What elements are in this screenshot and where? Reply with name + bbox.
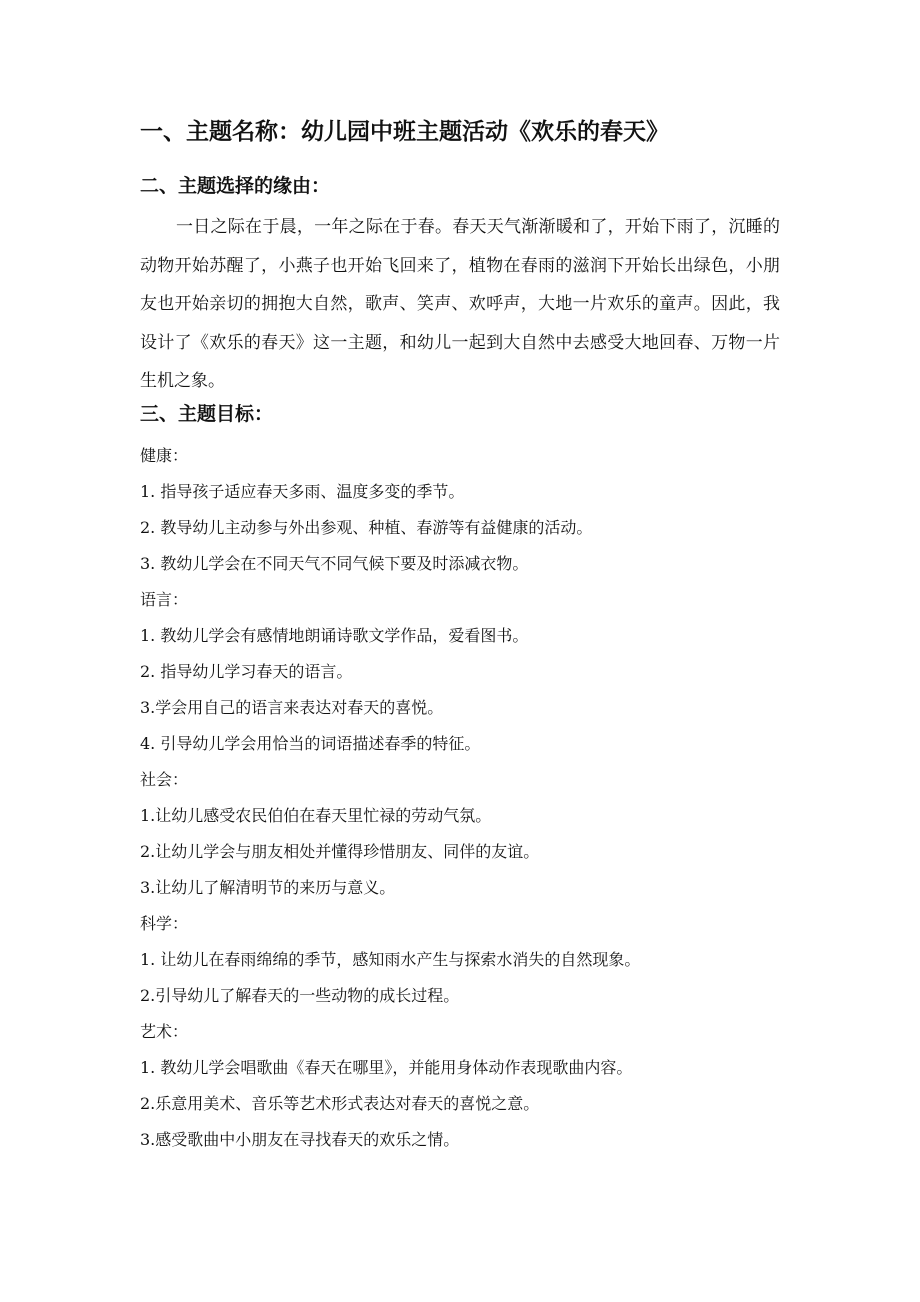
language-item-3: 3.学会用自己的语言来表达对春天的喜悦。: [140, 698, 444, 717]
category-health-label: 健康：: [140, 446, 189, 465]
art-item-3: 3.感受歌曲中小朋友在寻找春天的欢乐之情。: [140, 1130, 460, 1149]
section-2-heading: 二、主题选择的缘由：: [140, 175, 331, 197]
health-item-3: 3. 教幼儿学会在不同天气不同气候下要及时添减衣物。: [140, 554, 529, 573]
section-3-heading: 三、主题目标：: [140, 403, 274, 425]
society-item-2: 2.让幼儿学会与朋友相处并懂得珍惜朋友、同伴的友谊。: [140, 842, 540, 861]
section-2-paragraph: 一日之际在于晨，一年之际在于春。春天天气渐渐暖和了，开始下雨了，沉睡的动物开始苏醒了，小燕子也开始飞回来了，植物在春雨的滋润下开始长出绿色，小朋友也开始亲切的拥抱大自然，歌声、笑声、欢呼声，大地一片欢乐的童声。因此，我设计了《欢乐的春天》这一主题，和幼儿一起到大自然中去感受大地回春、万物一片生机之象。: [140, 217, 780, 391]
category-science-label: 科学：: [140, 914, 189, 933]
language-item-2: 2. 指导幼儿学习春天的语言。: [140, 662, 353, 681]
society-item-1: 1.让幼儿感受农民伯伯在春天里忙禄的劳动气氛。: [140, 806, 492, 825]
category-art-label: 艺术：: [140, 1022, 189, 1041]
science-item-2: 2.引导幼儿了解春天的一些动物的成长过程。: [140, 986, 460, 1005]
health-item-2: 2. 教导幼儿主动参与外出参观、种植、春游等有益健康的活动。: [140, 518, 593, 537]
art-item-1: 1. 教幼儿学会唱歌曲《春天在哪里》，并能用身体动作表现歌曲内容。: [140, 1058, 633, 1077]
science-item-1: 1. 让幼儿在春雨绵绵的季节，感知雨水产生与探索水消失的自然现象。: [140, 950, 641, 969]
category-society-label: 社会：: [140, 770, 189, 789]
document-title: 一、主题名称：幼儿园中班主题活动《欢乐的春天》: [140, 118, 669, 145]
category-language-label: 语言：: [140, 590, 189, 609]
health-item-1: 1. 指导孩子适应春天多雨、温度多变的季节。: [140, 482, 465, 501]
society-item-3: 3.让幼儿了解清明节的来历与意义。: [140, 878, 396, 897]
art-item-2: 2.乐意用美术、音乐等艺术形式表达对春天的喜悦之意。: [140, 1094, 540, 1113]
language-item-1: 1. 教幼儿学会有感情地朗诵诗歌文学作品，爱看图书。: [140, 626, 529, 645]
language-item-4: 4. 引导幼儿学会用恰当的词语描述春季的特征。: [140, 734, 481, 753]
